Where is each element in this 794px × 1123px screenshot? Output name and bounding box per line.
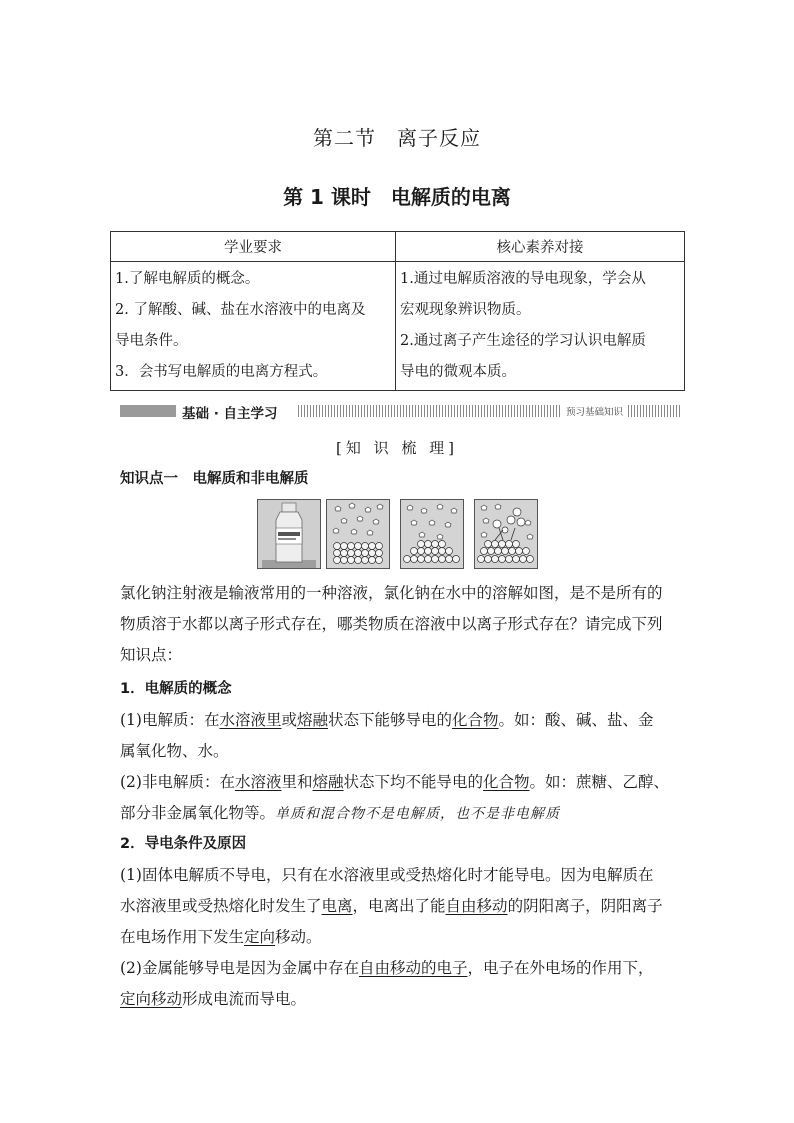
dissolution-stage-1: [326, 499, 390, 569]
list-item: 导电条件。: [115, 333, 188, 349]
banner-stripes: [298, 405, 562, 417]
answer-blank: 自由移动的电子: [358, 959, 468, 977]
answer-blank: 自由移动: [445, 897, 508, 915]
answer-blank: 定向移动: [120, 990, 183, 1008]
banner-stripes-end: [628, 405, 681, 417]
answer-blank: 化合物: [483, 773, 530, 791]
electrolyte-definition-cont: 属氧化物、水。: [120, 742, 229, 760]
paragraph-line: 水溶液里或受热熔化时发生了电离，电离出了能自由移动的阴阳离子，阴阳离子: [120, 897, 663, 915]
answer-blank: 水溶液: [234, 773, 282, 791]
answer-blank: 电离: [321, 897, 353, 915]
intro-line: 氯化钠注射液是输液常用的一种溶液，氯化钠在水中的溶解如图，是不是所有的: [120, 584, 663, 602]
academic-requirements-cell: [111, 262, 396, 391]
electrolyte-concept-section: [120, 674, 680, 829]
answer-blank: 水溶液里: [219, 711, 282, 729]
lesson-title: 第 1 课时 电解质的电离: [283, 185, 511, 209]
banner-tag: 预习基础知识: [566, 407, 624, 418]
answer-blank: 化合物: [452, 711, 499, 729]
list-item: 导电的微观本质。: [400, 364, 516, 380]
core-literacy-cell: [396, 262, 685, 391]
banner-label: 基础 · 自主学习: [182, 406, 278, 422]
handwritten-note: 单质和混合物不是电解质，也不是非电解质: [275, 806, 561, 822]
electrolyte-definition: (1)电解质：在水溶液里或熔融状态下能够导电的化合物。如：酸、碱、盐、金: [120, 711, 654, 729]
knowledge-point-heading: 知识点一 电解质和非电解质: [120, 471, 309, 487]
paragraph-line: 定向移动形成电流而导电。: [120, 990, 307, 1008]
conduction-section: [120, 829, 680, 1015]
answer-blank: 定向: [244, 928, 276, 946]
saline-bottle-photo: [257, 499, 321, 569]
knowledge-review-heading: [知 识 梳 理]: [335, 439, 458, 457]
dissolution-stage-2: [400, 499, 464, 569]
list-item: 1.了解电解质的概念。: [115, 271, 260, 287]
intro-line: 知识点：: [120, 646, 183, 664]
section-heading: 1．电解质的概念: [120, 681, 232, 697]
paragraph-line: (2)金属能够导电是因为金属中存在自由移动的电子，电子在外电场的作用下，: [120, 959, 654, 977]
section-title: 第二节 离子反应: [313, 126, 481, 150]
section-heading: 2．导电条件及原因: [120, 836, 247, 852]
table-row: [111, 262, 685, 391]
table-header-literacy: 核心素养对接: [396, 232, 685, 262]
list-item: 1.通过电解质溶液的导电现象，学会从: [400, 271, 646, 287]
list-item: 宏观现象辨识物质。: [400, 302, 531, 318]
paragraph-line: (1)固体电解质不导电，只有在水溶液里或受热熔化时才能导电。因为电解质在: [120, 866, 654, 884]
intro-paragraph: [120, 578, 680, 671]
nonelectrolyte-definition: (2)非电解质：在水溶液里和熔融状态下均不能导电的化合物。如：蔗糖、乙醇、: [120, 773, 670, 791]
answer-blank: 熔融: [312, 773, 344, 791]
list-item: 2. 了解酸、碱、盐在水溶液中的电离及: [115, 302, 366, 318]
paragraph-line: 在电场作用下发生定向移动。: [120, 928, 322, 946]
answer-blank: 熔融: [297, 711, 329, 729]
section-banner: [120, 403, 681, 422]
nonelectrolyte-definition-cont: 部分非金属氧化物等。单质和混合物不是电解质，也不是非电解质: [120, 804, 561, 822]
table-header-row: [111, 232, 685, 262]
banner-bar: [120, 405, 176, 417]
list-item: 2.通过离子产生途径的学习认识电解质: [400, 333, 646, 349]
intro-line: 物质溶于水都以离子形式存在，哪类物质在溶液中以离子形式存在？请完成下列: [120, 615, 663, 633]
dissolution-stage-3: [474, 499, 538, 569]
requirements-table: [110, 231, 685, 391]
table-header-academic: 学业要求: [111, 232, 396, 262]
list-item: 3．会书写电解质的电离方程式。: [115, 364, 328, 380]
